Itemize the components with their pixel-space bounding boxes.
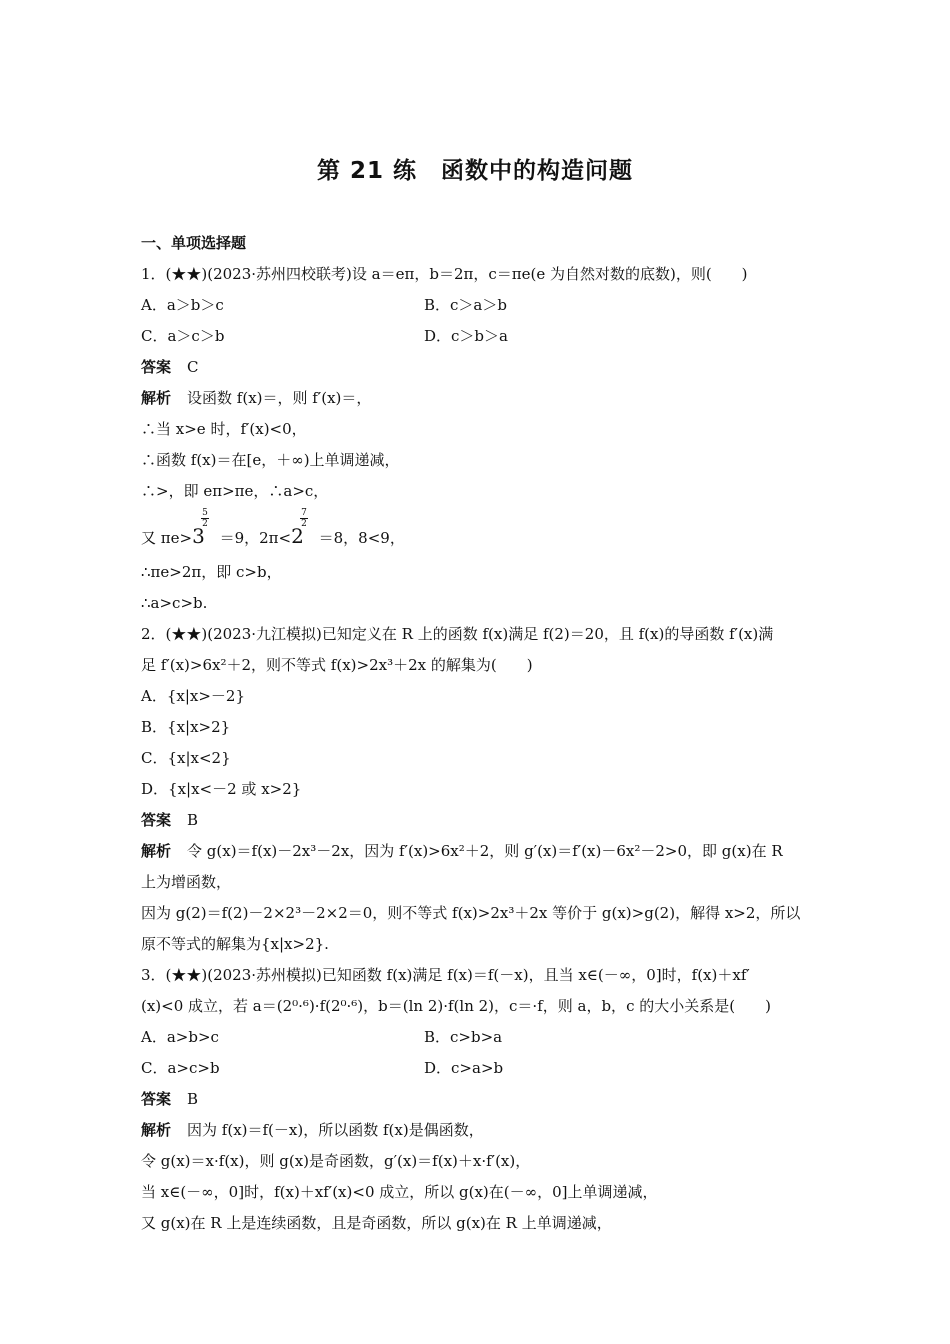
fraction-denominator: 2	[202, 519, 208, 529]
answer-label: 答案	[141, 358, 172, 376]
option-d: D．{x|x<－2 或 x>2}	[141, 780, 302, 798]
question-1-explanation-line	[141, 383, 811, 414]
page-title: 第 21 练 函数中的构造问题	[316, 158, 634, 184]
fraction-denominator: 2	[301, 519, 307, 529]
content	[141, 228, 811, 1239]
explanation-label: 解析	[141, 842, 172, 860]
question-1-explanation-line	[141, 507, 811, 557]
explanation-text: 设函数 f(x)＝，则 f′(x)＝，	[187, 389, 372, 407]
question-3-answer	[141, 1084, 811, 1115]
option-d: D．c＞b＞a	[424, 327, 508, 345]
option-c: C．{x|x<2}	[141, 749, 231, 767]
power-base: 3	[192, 524, 205, 548]
fraction-exponent	[300, 508, 308, 529]
option-a: A．a>b>c	[141, 1028, 219, 1046]
explanation-text: 又 πe>	[141, 529, 193, 547]
option-c: C．a＞c＞b	[141, 327, 225, 345]
power-base: 2	[291, 524, 304, 548]
answer-value: B	[187, 811, 199, 829]
explanation-text: 因为 f(x)＝f(－x)，所以函数 f(x)是偶函数，	[187, 1121, 484, 1139]
power-expression	[192, 508, 208, 548]
explanation-label: 解析	[141, 389, 172, 407]
question-3-explanation-line: 当 x∈(－∞，0]时，f(x)＋xf′(x)<0 成立，所以 g(x)在(－∞，0]上单调递减，	[141, 1183, 658, 1201]
fraction-numerator: 5	[202, 508, 208, 518]
question-3-explanation-line	[141, 1115, 811, 1146]
option-d: D．c>a>b	[424, 1059, 504, 1077]
answer-label: 答案	[141, 811, 172, 829]
question-1-options-row-2	[141, 321, 811, 352]
explanation-text: ＝8，8<9，	[318, 529, 405, 547]
answer-value: C	[187, 358, 199, 376]
question-1-explanation-line: ∴πe>2π，即 c>b，	[141, 563, 282, 581]
question-2-explanation-line	[141, 836, 811, 867]
explanation-label: 解析	[141, 1121, 172, 1139]
question-1-explanation-line: ∴函数 f(x)＝在[e，＋∞)上单调递减，	[141, 451, 400, 469]
explanation-text: 令 g(x)＝f(x)－2x³－2x，因为 f′(x)>6x²＋2，则 g′(x)＝f′(x)－6x²－2>0，即 g(x)在 R	[187, 842, 783, 860]
option-b: B．c＞a＞b	[424, 296, 507, 314]
question-3-stem: 3．(★★)(2023·苏州模拟)已知函数 f(x)满足 f(x)＝f(－x)，且当 x∈(－∞，0]时，f(x)＋xf′	[141, 966, 750, 984]
option-b: B．c>b>a	[424, 1028, 503, 1046]
option-c: C．a>c>b	[141, 1059, 220, 1077]
question-3-options-row-1	[141, 1022, 811, 1053]
question-2-explanation-line: 因为 g(2)＝f(2)－2×2³－2×2＝0，则不等式 f(x)>2x³＋2x 等价于 g(x)>g(2)，解得 x>2，所以	[141, 904, 801, 922]
option-a: A．{x|x>－2}	[141, 687, 246, 705]
answer-label: 答案	[141, 1090, 172, 1108]
question-1-stem: 1．(★★)(2023·苏州四校联考)设 a＝eπ，b＝2π，c＝πe(e 为自然对数的底数)，则( )	[141, 265, 748, 283]
option-b: B．{x|x>2}	[141, 718, 231, 736]
question-2-answer	[141, 805, 811, 836]
fraction-numerator: 7	[301, 508, 307, 518]
question-1-explanation-line: ∴a>c>b.	[141, 594, 208, 612]
question-1-answer	[141, 352, 811, 383]
question-2-stem: 足 f′(x)>6x²＋2，则不等式 f(x)>2x³＋2x 的解集为( )	[141, 656, 533, 674]
explanation-text: ＝9，2π<	[219, 529, 292, 547]
power-expression	[291, 508, 307, 548]
answer-value: B	[187, 1090, 199, 1108]
section-heading: 一、单项选择题	[141, 234, 247, 252]
question-2-explanation-line: 上为增函数，	[141, 873, 232, 891]
question-2-explanation-line: 原不等式的解集为{x|x>2}.	[141, 935, 329, 953]
question-3-explanation-line: 令 g(x)＝x·f(x)，则 g(x)是奇函数，g′(x)＝f(x)＋x·f′(x)，	[141, 1152, 531, 1170]
option-a: A．a＞b＞c	[141, 296, 224, 314]
question-3-stem: (x)<0 成立，若 a＝(2⁰·⁶)·f(2⁰·⁶)，b＝(ln 2)·f(ln 2)，c＝·f，则 a，b，c 的大小关系是( )	[141, 997, 771, 1015]
question-1-explanation-line: ∴>，即 eπ>πe，∴a>c，	[141, 482, 329, 500]
question-3-explanation-line: 又 g(x)在 R 上是连续函数，且是奇函数，所以 g(x)在 R 上单调递减，	[141, 1214, 612, 1232]
question-1-options-row-1	[141, 290, 811, 321]
question-3-options-row-2	[141, 1053, 811, 1084]
question-2-stem: 2．(★★)(2023·九江模拟)已知定义在 R 上的函数 f(x)满足 f(2)＝20，且 f(x)的导函数 f′(x)满	[141, 625, 774, 643]
fraction-exponent	[201, 508, 209, 529]
question-1-explanation-line: ∴当 x>e 时，f′(x)<0，	[141, 420, 307, 438]
